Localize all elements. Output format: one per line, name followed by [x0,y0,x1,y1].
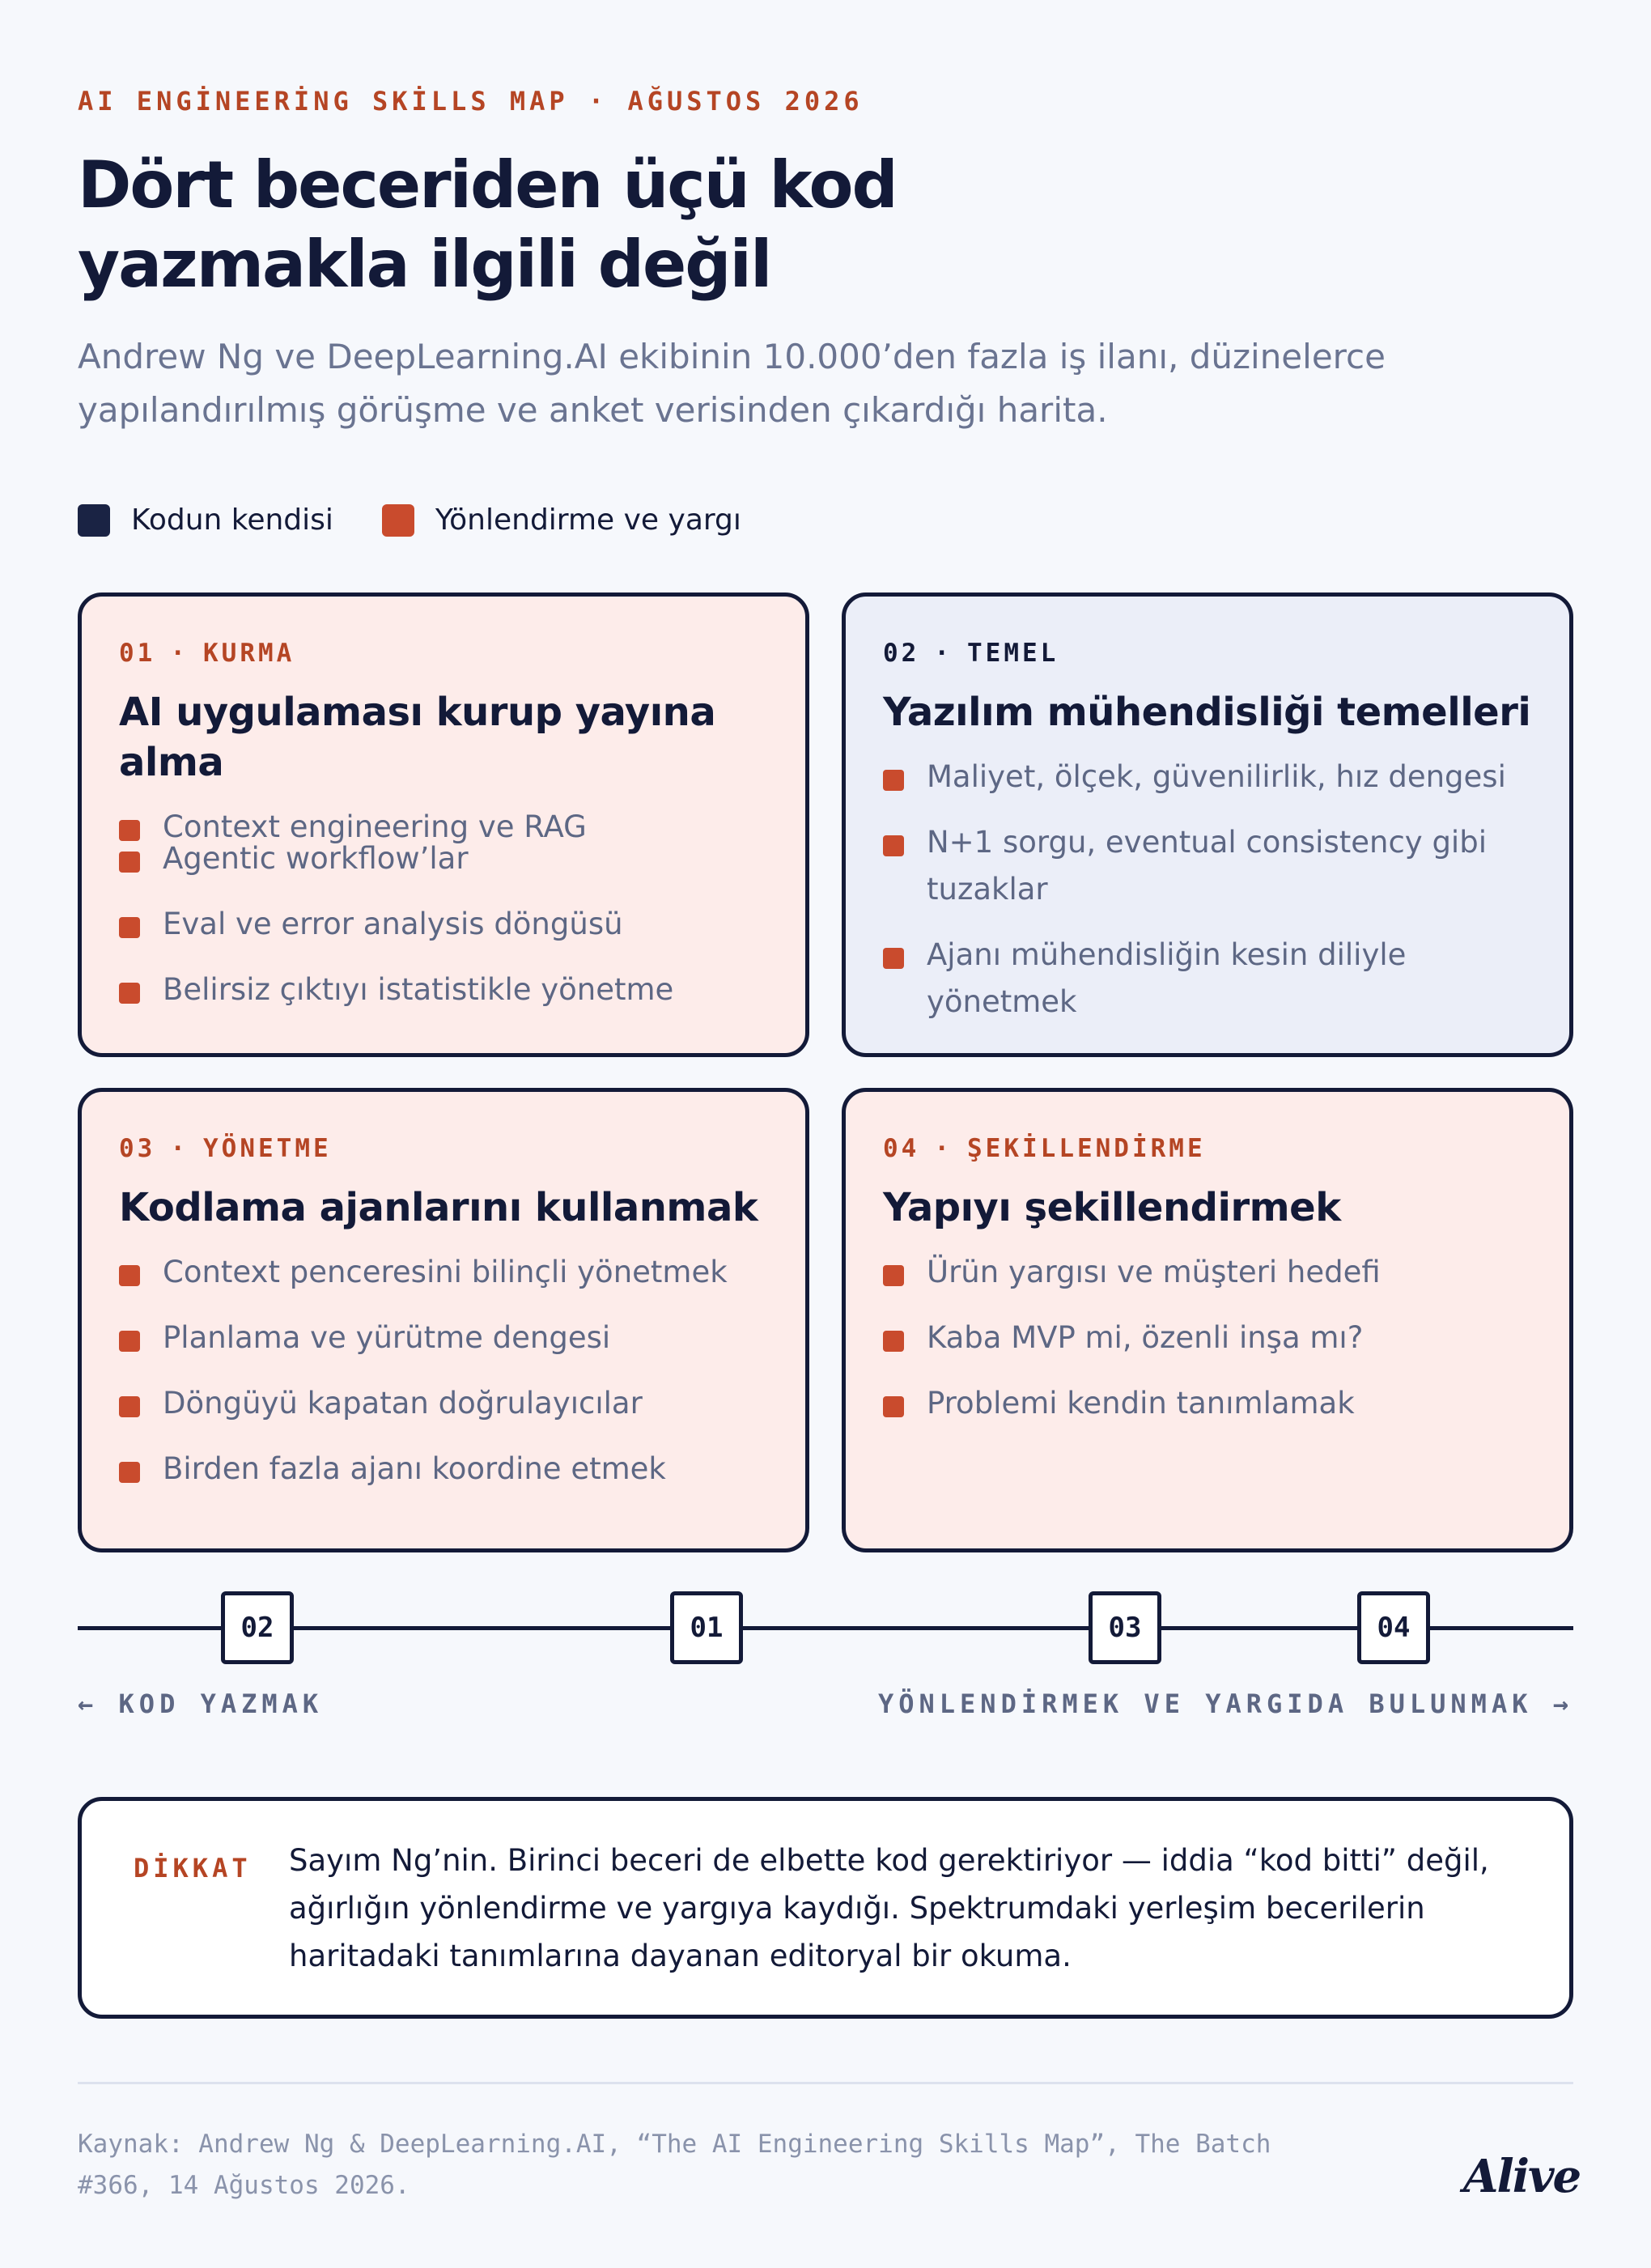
card-list-item-text: Ajanı mühendisliğin kesin diliyle yönetmek [927,937,1407,1019]
card-list [883,1249,1532,1427]
page-title: Dört beceriden üçü kod yazmakla ilgili değil [78,147,897,302]
card-list-item [119,1446,768,1493]
bullet-icon [119,1331,140,1352]
brand-logo: Alive [1463,2150,1581,2203]
bullet-icon [119,983,140,1004]
card-list-item-text: Problemi kendin tanımlamak [927,1386,1355,1421]
bullet-icon [119,1265,140,1286]
bullet-icon [119,1396,140,1417]
note-text: Sayım Ng’nin. Birinci beceri de elbette kod gerektiriyor — iddia “kod bitti” değil, ağırlığın yönlendirme ve yargıya kaydığı. Spektrumdaki yerleşim becerilerin haritadaki tanımlarına dayanan editoryal bir okuma. [289,1843,1489,1973]
bullet-icon [883,1396,904,1417]
card-list [883,754,1532,1026]
card-list-item-text: Ürün yargısı ve müşteri hedefi [927,1255,1381,1289]
card-list [119,1249,768,1493]
card-list-item [883,1315,1532,1361]
skill-card-01 [78,592,809,1057]
card-list-item [119,1249,768,1296]
eyebrow: AI ENGİNEERİNG SKİLLS MAP · AĞUSTOS 2026 [78,86,864,117]
spectrum-right-label: YÖNLENDİRMEK VE YARGIDA BULUNMAK → [877,1688,1573,1719]
card-list-item [119,1380,768,1427]
bullet-icon [883,948,904,969]
card-list-item-text: Kaba MVP mi, özenli inşa mı? [927,1320,1364,1355]
card-number: 01 [119,639,156,668]
card-title: Yazılım mühendisliği temelleri [883,690,1531,735]
card-list-item-text: N+1 sorgu, eventual consistency gibi tuzaklar [927,825,1487,907]
skill-card-04 [842,1088,1573,1552]
card-list-item-text: Belirsiz çıktıyı istatistikle yönetme [163,972,674,1007]
card-kicker: 03 · YÖNETME [119,1134,332,1163]
note-label: DİKKAT [134,1853,252,1884]
skill-card-03 [78,1088,809,1552]
legend-item-judgment [382,503,741,537]
bullet-icon [883,1265,904,1286]
card-kicker: 04 · ŞEKİLLENDİRME [883,1134,1206,1163]
spectrum-marker-01: 01 [670,1591,743,1664]
card-category: YÖNETME [203,1134,332,1163]
spectrum-marker-02: 02 [221,1591,294,1664]
card-list-item-text: Context penceresini bilinçli yönetmek [163,1255,728,1289]
spectrum-axis [78,1626,1573,1630]
card-number: 04 [883,1134,920,1163]
spectrum-left-label: ← KOD YAZMAK [78,1688,324,1719]
spectrum-marker-04: 04 [1357,1591,1430,1664]
bullet-icon [883,835,904,856]
card-list-item [883,754,1532,801]
footer-divider [78,2082,1573,2084]
card-list-item [883,819,1532,913]
bullet-icon [119,917,140,938]
card-list-item-text: Context engineering ve RAG [163,809,587,844]
card-list-item [119,1315,768,1361]
legend-label-judgment: Yönlendirme ve yargı [435,503,741,537]
legend-item-code [78,503,333,537]
card-list-item-text: Maliyet, ölçek, güvenilirlik, hız dengesi [927,759,1506,794]
card-list-item-text: Döngüyü kapatan doğrulayıcılar [163,1386,643,1421]
card-list-item [883,932,1532,1026]
note-box [78,1797,1573,2019]
legend-swatch-code [78,504,110,537]
card-list-item [883,1249,1532,1296]
source-citation: Kaynak: Andrew Ng & DeepLearning.AI, “The AI Engineering Skills Map”, The Batch #366, 14 Ağustos 2026. [78,2130,1271,2200]
card-title: AI uygulaması kurup yayına alma [119,690,716,785]
bullet-icon [119,852,140,873]
bullet-icon [883,1331,904,1352]
page-subtitle: Andrew Ng ve DeepLearning.AI ekibinin 10.000’den fazla iş ilanı, düzinelerce yapılandırılmış görüşme ve anket verisinden çıkardığı harita. [78,337,1386,430]
card-list-item-text: Birden fazla ajanı koordine etmek [163,1451,666,1486]
card-list-item [119,901,768,948]
card-title: Yapıyı şekillendirmek [883,1185,1341,1230]
card-list-item-text: Agentic workflow’lar [163,841,469,876]
spectrum-marker-03: 03 [1089,1591,1161,1664]
card-list-item-text: Planlama ve yürütme dengesi [163,1320,611,1355]
bullet-icon [119,1462,140,1483]
card-kicker: 01 · KURMA [119,639,295,668]
legend-swatch-judgment [382,504,414,537]
card-list [119,804,768,1013]
legend [78,503,790,537]
card-title: Kodlama ajanlarını kullanmak [119,1185,758,1230]
card-list-item [119,835,768,882]
card-kicker: 02 · TEMEL [883,639,1059,668]
bullet-icon [883,770,904,791]
card-list-item-text: Eval ve error analysis döngüsü [163,907,623,941]
card-category: ŞEKİLLENDİRME [967,1134,1206,1163]
card-number: 03 [119,1134,156,1163]
card-list-item [883,1380,1532,1427]
skill-card-02 [842,592,1573,1057]
legend-label-code: Kodun kendisi [131,503,333,537]
card-number: 02 [883,639,920,668]
card-category: KURMA [203,639,295,668]
card-category: TEMEL [967,639,1059,668]
card-list-item [119,966,768,1013]
